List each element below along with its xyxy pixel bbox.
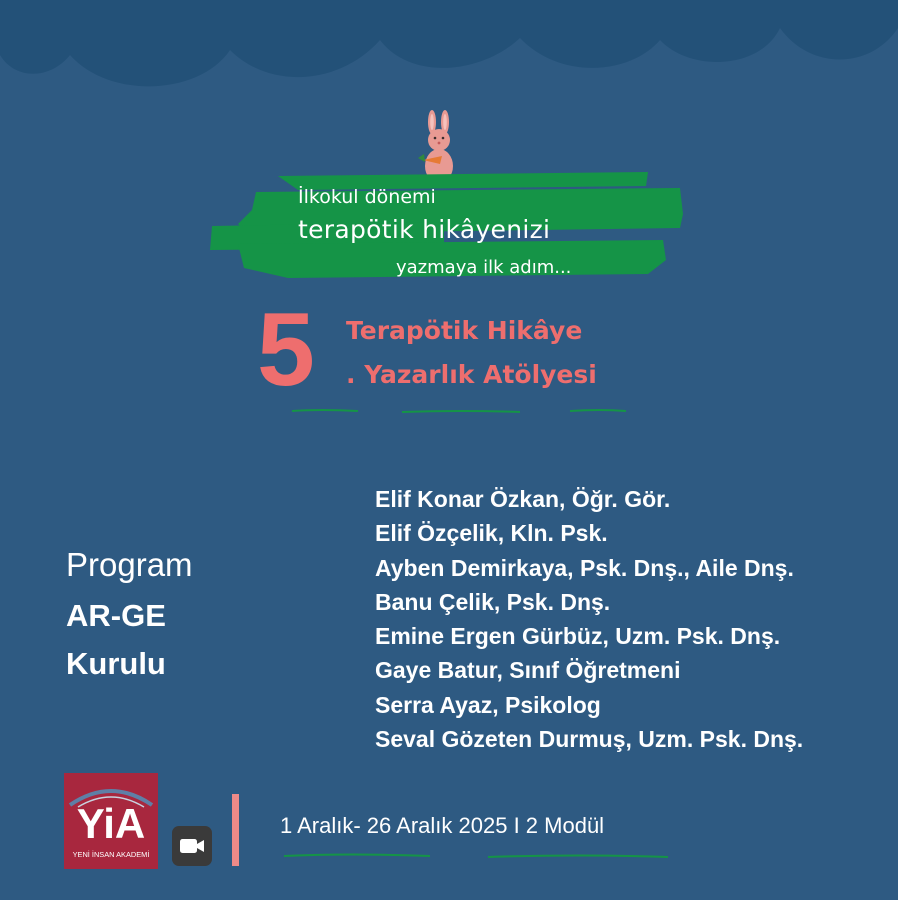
- program-dates: 1 Aralık- 26 Aralık 2025 I 2 Modül: [280, 813, 605, 838]
- board-label-arge: AR-GE: [66, 598, 166, 633]
- member-item: Emine Ergen Gürbüz, Uzm. Psk. Dnş.: [375, 623, 781, 650]
- banner-line-1: İlkokul dönemi: [298, 186, 436, 208]
- member-item: Gaye Batur, Sınıf Öğretmeni: [375, 657, 681, 684]
- logo-mark: YiA: [76, 800, 146, 847]
- member-item: Elif Konar Özkan, Öğr. Gör.: [375, 486, 671, 512]
- member-item: Elif Özçelik, Kln. Psk.: [375, 520, 608, 547]
- member-list: [375, 482, 803, 756]
- member-item: Banu Çelik, Psk. Dnş.: [375, 588, 611, 615]
- yia-logo: [64, 773, 158, 869]
- board-label-program: Program: [66, 546, 193, 583]
- workshop-number: 5: [257, 292, 315, 408]
- board-label-kurulu: Kurulu: [66, 646, 166, 681]
- logo-subtitle: YENİ İNSAN AKADEMİ: [72, 850, 150, 859]
- workshop-title-line-1: Terapötik Hikâye: [346, 316, 583, 345]
- video-camera-icon: [172, 826, 212, 866]
- banner-line-3: yazmaya ilk adım...: [396, 257, 572, 278]
- banner-line-2: terapötik hikâyenizi: [298, 215, 551, 244]
- video-camera-glyph: [172, 826, 212, 866]
- member-item: Serra Ayaz, Psikolog: [375, 691, 601, 718]
- member-item: Seval Gözeten Durmuş, Uzm. Psk. Dnş.: [375, 726, 804, 753]
- workshop-title-line-2: . Yazarlık Atölyesi: [346, 360, 597, 389]
- member-item: Ayben Demirkaya, Psk. Dnş., Aile Dnş.: [375, 554, 794, 581]
- scalloped-header-decoration: [0, 0, 898, 110]
- vertical-divider: [232, 794, 239, 866]
